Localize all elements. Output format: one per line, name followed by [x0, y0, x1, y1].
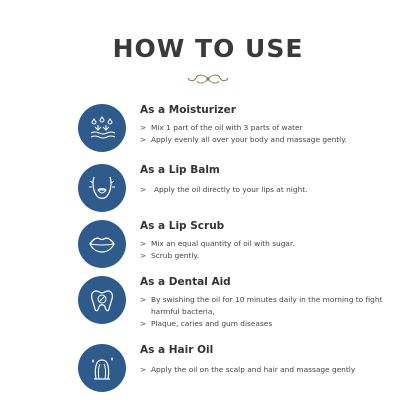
lips-icon	[78, 220, 126, 268]
hair-icon	[78, 344, 126, 392]
list-item: > Apply the oil directly to your lips at night.	[140, 185, 308, 194]
bullet-list	[140, 184, 408, 196]
list-item: > By swishing the oil for 10 minutes daily in the morning to fight harmful bacteria,	[140, 295, 383, 316]
section-heading: As a Dental Aid	[140, 276, 231, 288]
page-title: HOW TO USE	[112, 34, 304, 63]
bullet-list	[140, 238, 408, 262]
bullet-list	[140, 294, 408, 330]
section-heading: As a Lip Balm	[140, 164, 220, 176]
list-item: > Plaque, caries and gum diseases	[140, 319, 273, 328]
list-item: > Apply evenly all over your body and massage gently.	[140, 135, 347, 144]
list-item: > Mix 1 part of the oil with 3 parts of water	[140, 123, 303, 132]
ornament-divider-icon	[186, 72, 230, 86]
section-heading: As a Hair Oil	[140, 344, 214, 356]
bullet-list	[140, 122, 408, 146]
droplets-skin-icon	[78, 104, 126, 152]
list-item: > Mix an equal quantity of oil with sugar.	[140, 239, 295, 248]
face-lips-icon	[78, 164, 126, 212]
list-item: > Apply the oil on the scalp and hair and massage gently	[140, 365, 356, 374]
bullet-list	[140, 364, 408, 376]
list-item: > Scrub gently.	[140, 251, 200, 260]
section-heading: As a Lip Scrub	[140, 220, 225, 232]
section-heading: As a Moisturizer	[140, 104, 236, 116]
tooth-icon	[78, 276, 126, 324]
